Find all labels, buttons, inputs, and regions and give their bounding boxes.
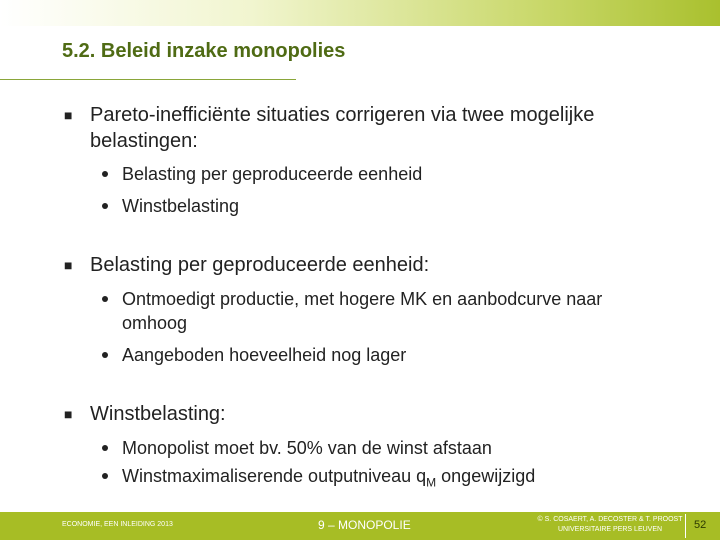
square-bullet-icon: ■ [64, 257, 73, 273]
footer-divider [685, 514, 686, 538]
sub-bullet: Ontmoedigt productie, met hogere MK en aanbodcurve naar omhoog [64, 287, 664, 335]
page-number: 52 [694, 519, 707, 531]
square-bullet-icon: ■ [64, 406, 73, 422]
sub-bullet: Belasting per geproduceerde eenheid [64, 162, 664, 186]
top-gradient-bar [0, 0, 720, 26]
sub-bullet: Winstmaximaliserende outputniveau $q_M$ ongewijzigd [64, 464, 664, 495]
slide-content [64, 102, 664, 495]
dot-bullet-icon [102, 203, 108, 209]
slide-title: 5.2. Beleid inzake monopolies [62, 40, 346, 62]
title-underline [0, 79, 296, 80]
sub-bullet: Monopolist moet bv. 50% van de winst afstaan [64, 436, 664, 460]
dot-bullet-icon [102, 352, 108, 358]
footer-book-title: ECONOMIE, EEN INLEIDING 2013 [62, 521, 173, 528]
bullet-1: ■ Pareto-inefficiënte situaties corrigeren via twee mogelijke belastingen: [64, 104, 595, 152]
bullet-2: ■ Belasting per geproduceerde eenheid: [64, 254, 430, 276]
footer-chapter: 9 – MONOPOLIE [318, 518, 411, 532]
footer-authors [536, 515, 684, 535]
subscript-m: M [426, 475, 437, 490]
footer-bar [0, 512, 720, 540]
square-bullet-icon: ■ [64, 107, 73, 123]
dot-bullet-icon [102, 296, 108, 302]
bullet-3: ■ Winstbelasting: [64, 403, 226, 425]
dot-bullet-icon [102, 171, 108, 177]
dot-bullet-icon [102, 445, 108, 451]
footer-publisher: UNIVERSITAIRE PERS LEUVEN [557, 526, 663, 533]
sub-bullet: Aangeboden hoeveelheid nog lager [64, 343, 664, 367]
dot-bullet-icon [102, 473, 108, 479]
footer-authors-line1: © S. COSAERT, A. DECOSTER & T. PROOST [537, 516, 683, 523]
sub-bullet: Winstbelasting [64, 194, 664, 218]
